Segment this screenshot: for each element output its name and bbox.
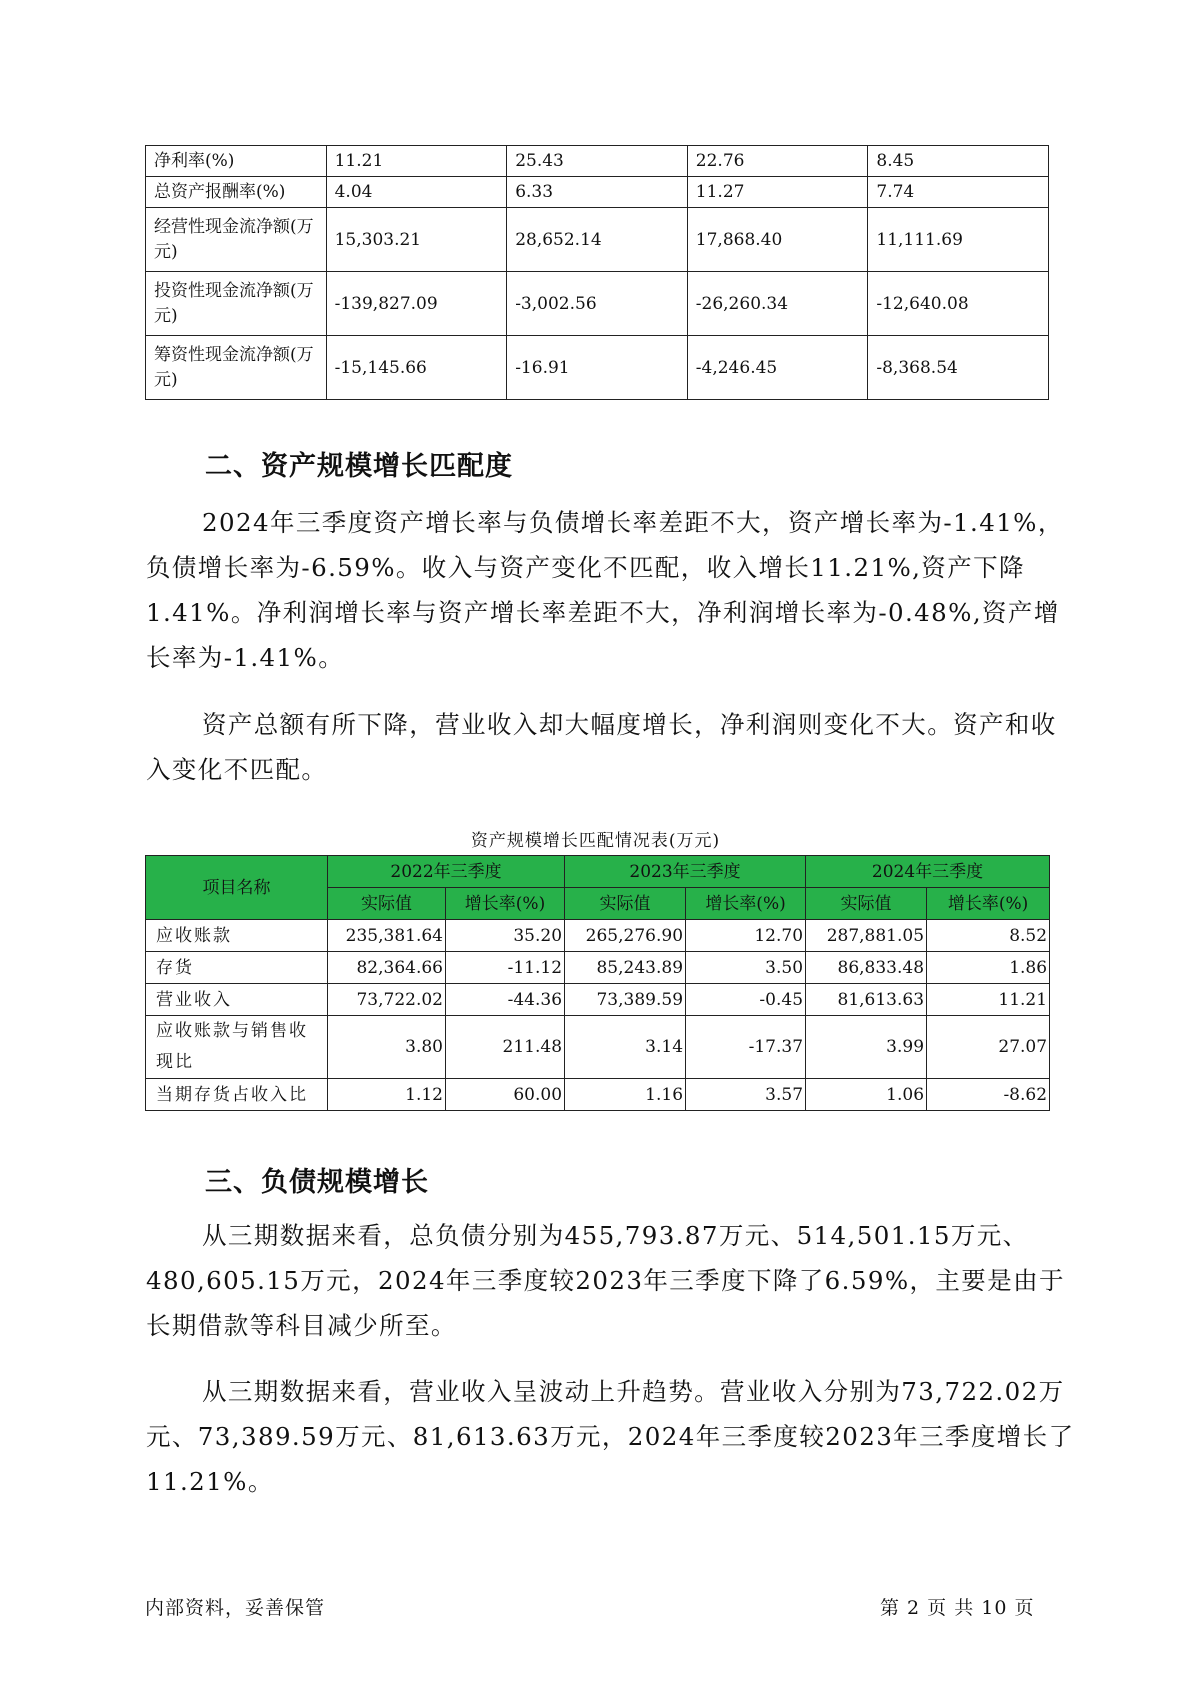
- row-label: 总资产报酬率(%): [146, 177, 327, 208]
- table-cell: 82,364.66: [328, 952, 446, 984]
- footer-confidential-note: 内部资料，妥善保管: [145, 1597, 326, 1619]
- table-cell: 81,613.63: [806, 984, 927, 1016]
- column-header: 2022年三季度: [328, 856, 565, 888]
- table-row: [146, 984, 1050, 1016]
- table-cell: 4.04: [326, 177, 507, 208]
- table-cell: 235,381.64: [328, 920, 446, 952]
- column-header: 实际值: [806, 888, 927, 920]
- table-cell: 3.57: [686, 1079, 806, 1111]
- table-cell: 11.21: [927, 984, 1050, 1016]
- row-label: 应收账款与销售收现比: [146, 1016, 328, 1079]
- table-cell: 60.00: [446, 1079, 565, 1111]
- table-cell: 3.50: [686, 952, 806, 984]
- section-heading-asset-scale: 二、资产规模增长匹配度: [205, 451, 513, 482]
- table-cell: 1.06: [806, 1079, 927, 1111]
- table-cell: 86,833.48: [806, 952, 927, 984]
- column-header: 项目名称: [146, 856, 328, 920]
- row-label: 存货: [146, 952, 328, 984]
- table-cell: 25.43: [507, 146, 688, 177]
- table-cell: 8.52: [927, 920, 1050, 952]
- financial-metrics-table: [145, 145, 1049, 400]
- table-cell: 85,243.89: [565, 952, 686, 984]
- table-cell: 73,389.59: [565, 984, 686, 1016]
- table-cell: -139,827.09: [326, 272, 507, 336]
- table-cell: -12,640.08: [868, 272, 1049, 336]
- row-label: 投资性现金流净额(万元): [146, 272, 327, 336]
- table-cell: 11.27: [687, 177, 868, 208]
- table-cell: 12.70: [686, 920, 806, 952]
- column-header: 2023年三季度: [565, 856, 806, 888]
- table-cell: 11.21: [326, 146, 507, 177]
- row-label: 筹资性现金流净额(万元): [146, 336, 327, 400]
- paragraph: 从三期数据来看，营业收入呈波动上升趋势。营业收入分别为73,722.02万元、73,389.59万元、81,613.63万元，2024年三季度较2023年三季度增长了11.21%。: [146, 1377, 1075, 1496]
- table-cell: -4,246.45: [687, 336, 868, 400]
- table-row: [146, 1079, 1050, 1111]
- table-header-row: [146, 856, 1050, 888]
- table-cell: 6.33: [507, 177, 688, 208]
- table-cell: 287,881.05: [806, 920, 927, 952]
- column-header: 增长率(%): [927, 888, 1050, 920]
- column-header: 增长率(%): [446, 888, 565, 920]
- table-row: [146, 208, 1049, 272]
- table-cell: 1.86: [927, 952, 1050, 984]
- row-label: 营业收入: [146, 984, 328, 1016]
- paragraph: 从三期数据来看，总负债分别为455,793.87万元、514,501.15万元、480,605.15万元，2024年三季度较2023年三季度下降了6.59%，主要是由于长期借款等科目减少所至。: [146, 1221, 1065, 1340]
- paragraph: 资产总额有所下降，营业收入却大幅度增长，净利润则变化不大。资产和收入变化不匹配。: [146, 710, 1057, 784]
- table-cell: 3.80: [328, 1016, 446, 1079]
- table-cell: -15,145.66: [326, 336, 507, 400]
- table-cell: -11.12: [446, 952, 565, 984]
- table-cell: 28,652.14: [507, 208, 688, 272]
- row-label: 应收账款: [146, 920, 328, 952]
- table-cell: -8,368.54: [868, 336, 1049, 400]
- table-cell: 1.16: [565, 1079, 686, 1111]
- row-label: 经营性现金流净额(万元): [146, 208, 327, 272]
- column-header: 2024年三季度: [806, 856, 1050, 888]
- table-cell: 73,722.02: [328, 984, 446, 1016]
- table-cell: 3.14: [565, 1016, 686, 1079]
- table-cell: -17.37: [686, 1016, 806, 1079]
- table-row: [146, 146, 1049, 177]
- table-cell: -0.45: [686, 984, 806, 1016]
- paragraph: 2024年三季度资产增长率与负债增长率差距不大，资产增长率为-1.41%，负债增长率为-6.59%。收入与资产变化不匹配，收入增长11.21%,资产下降1.41%。净利润增长率与资产增长率差距不大，净利润增长率为-0.48%,资产增长率为-1.41%。: [146, 508, 1064, 672]
- table-cell: -26,260.34: [687, 272, 868, 336]
- table-cell: 35.20: [446, 920, 565, 952]
- column-header: 实际值: [565, 888, 686, 920]
- table-cell: 11,111.69: [868, 208, 1049, 272]
- table-cell: 15,303.21: [326, 208, 507, 272]
- asset-scale-table: [145, 855, 1050, 1111]
- table-row: [146, 920, 1050, 952]
- table-cell: -8.62: [927, 1079, 1050, 1111]
- table-cell: -44.36: [446, 984, 565, 1016]
- table-cell: 27.07: [927, 1016, 1050, 1079]
- table-cell: 17,868.40: [687, 208, 868, 272]
- table-cell: 1.12: [328, 1079, 446, 1111]
- row-label: 净利率(%): [146, 146, 327, 177]
- column-header: 实际值: [328, 888, 446, 920]
- table-row: [146, 177, 1049, 208]
- table-caption: 资产规模增长匹配情况表(万元): [470, 831, 721, 851]
- section-heading-liability-scale: 三、负债规模增长: [205, 1167, 429, 1198]
- table-cell: 265,276.90: [565, 920, 686, 952]
- table-row: [146, 272, 1049, 336]
- table-row: [146, 336, 1049, 400]
- column-header: 增长率(%): [686, 888, 806, 920]
- table-cell: 211.48: [446, 1016, 565, 1079]
- row-label: 当期存货占收入比: [146, 1079, 328, 1111]
- table-cell: 3.99: [806, 1016, 927, 1079]
- table-cell: 8.45: [868, 146, 1049, 177]
- table-cell: -16.91: [507, 336, 688, 400]
- table-cell: -3,002.56: [507, 272, 688, 336]
- table-row: [146, 1016, 1050, 1079]
- table-row: [146, 952, 1050, 984]
- table-cell: 7.74: [868, 177, 1049, 208]
- table-cell: 22.76: [687, 146, 868, 177]
- footer-page-number: 第 2 页 共 10 页: [880, 1597, 1035, 1619]
